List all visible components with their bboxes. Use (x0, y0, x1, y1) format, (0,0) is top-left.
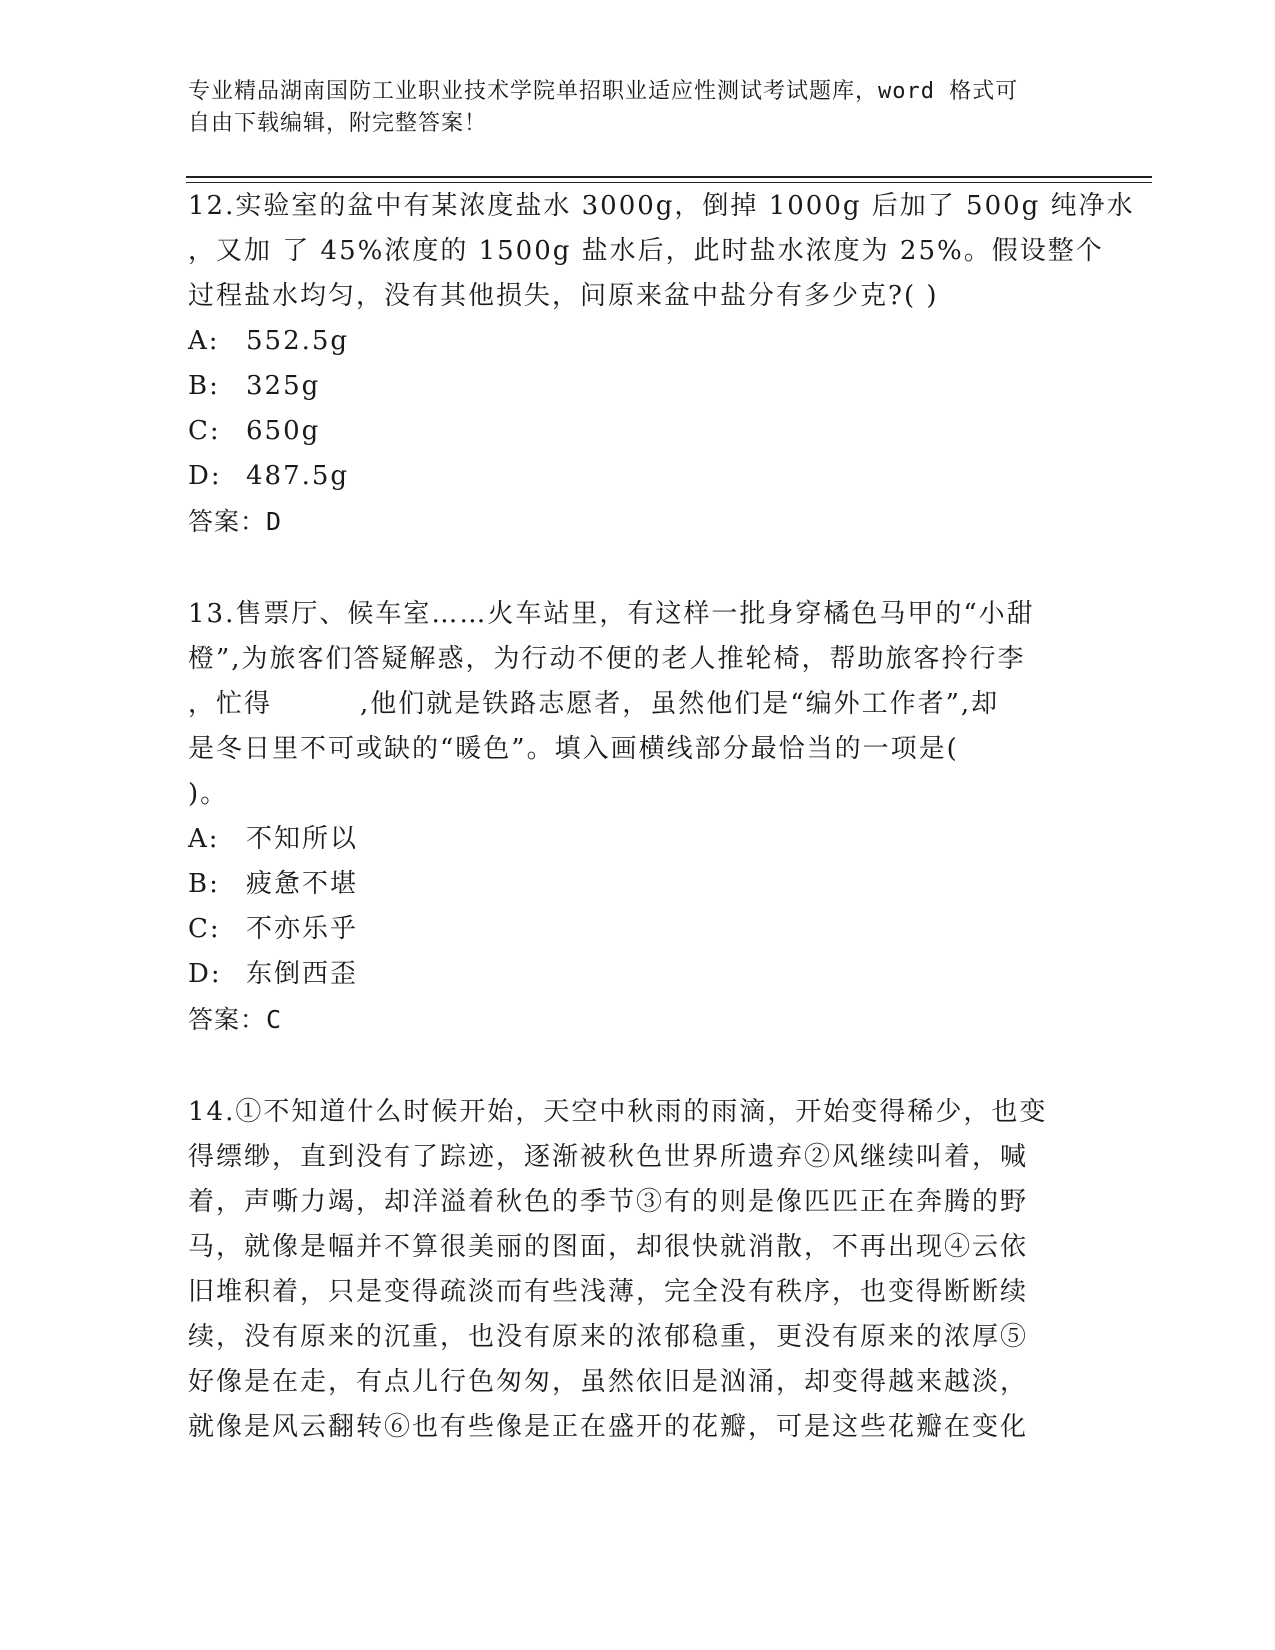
option-text: 325g (246, 371, 321, 401)
question-13-line-3a: ，忙得 (188, 689, 273, 719)
option-c (188, 409, 1078, 454)
page-header (188, 76, 1068, 140)
question-13-line-2: 橙”,为旅客们答疑解惑，为行动不便的老人推轮椅，帮助旅客拎行李 (188, 644, 1026, 674)
option-d (188, 952, 1078, 997)
question-13 (188, 592, 1078, 1042)
question-13-line-3b: ,他们就是铁路志愿者，虽然他们是“编外工作者”,却 (360, 689, 1000, 719)
question-14-line-3: 着，声嘶力竭，却洋溢着秋色的季节③有的则是像匹匹正在奔腾的野 (188, 1187, 1029, 1217)
option-b (188, 862, 1078, 907)
answer-12: 答案：D (188, 507, 283, 536)
question-12-line-2: ，又加 了 45%浓度的 1500g 盐水后，此时盐水浓度为 25%。假设整个 (188, 236, 1104, 266)
question-14-line-1: 14.①不知道什么时候开始，天空中秋雨的雨滴，开始变得稀少，也变 (188, 1097, 1048, 1127)
header-rule-thick (186, 176, 1152, 178)
option-label: C: (188, 914, 221, 944)
question-12-line-1: 12.实验室的盆中有某浓度盐水 3000g，倒掉 1000g 后加了 500g 纯净水 (188, 191, 1135, 221)
question-13-line-4: 是冬日里不可或缺的“暖色”。填入画横线部分最恰当的一项是( (188, 734, 959, 764)
question-14-line-2: 得缥缈，直到没有了踪迹，逐渐被秋色世界所遗弃②风继续叫着，喊 (188, 1142, 1029, 1172)
option-label: D: (188, 461, 222, 491)
question-14 (188, 1090, 1078, 1450)
option-b (188, 364, 1078, 409)
header-line-1: 专业精品湖南国防工业职业技术学院单招职业适应性测试考试题库，word 格式可 (188, 79, 1019, 104)
option-text: 552.5g (246, 326, 350, 356)
option-label: B: (188, 371, 220, 401)
question-13-line-3 (188, 682, 1078, 727)
header-rule-thin (186, 182, 1152, 183)
question-12-line-3: 过程盐水均匀，没有其他损失，问原来盆中盐分有多少克?( ) (188, 281, 939, 311)
option-text: 东倒西歪 (246, 959, 359, 989)
question-13-line-1: 13.售票厅、候车室……火车站里，有这样一批身穿橘色马甲的“小甜 (188, 599, 1035, 629)
question-14-line-7: 好像是在走，有点儿行色匆匆，虽然依旧是汹涌，却变得越来越淡， (188, 1367, 1029, 1397)
option-label: A: (188, 824, 220, 854)
question-12 (188, 184, 1135, 544)
option-label: A: (188, 326, 220, 356)
question-14-line-6: 续，没有原来的沉重，也没有原来的浓郁稳重，更没有原来的浓厚⑤ (188, 1322, 1029, 1352)
option-text: 650g (246, 416, 321, 446)
option-text: 疲惫不堪 (246, 869, 359, 899)
question-14-line-8: 就像是风云翻转⑥也有些像是正在盛开的花瓣，可是这些花瓣在变化 (188, 1412, 1029, 1442)
option-c (188, 907, 1078, 952)
question-14-line-4: 马，就像是幅并不算很美丽的图面，却很快就消散，不再出现④云依 (188, 1232, 1029, 1262)
option-text: 487.5g (246, 461, 350, 491)
option-text: 不亦乐乎 (246, 914, 359, 944)
answer-13: 答案：C (188, 1005, 283, 1034)
question-14-line-5: 旧堆积着，只是变得疏淡而有些浅薄，完全没有秩序，也变得断断续 (188, 1277, 1029, 1307)
option-label: D: (188, 959, 222, 989)
option-label: C: (188, 416, 221, 446)
question-13-line-5: )。 (188, 779, 229, 809)
option-a (188, 319, 1078, 364)
option-label: B: (188, 869, 220, 899)
option-d (188, 454, 1078, 499)
header-line-2: 自由下载编辑，附完整答案！ (188, 111, 488, 136)
option-text: 不知所以 (246, 824, 359, 854)
option-a (188, 817, 1078, 862)
